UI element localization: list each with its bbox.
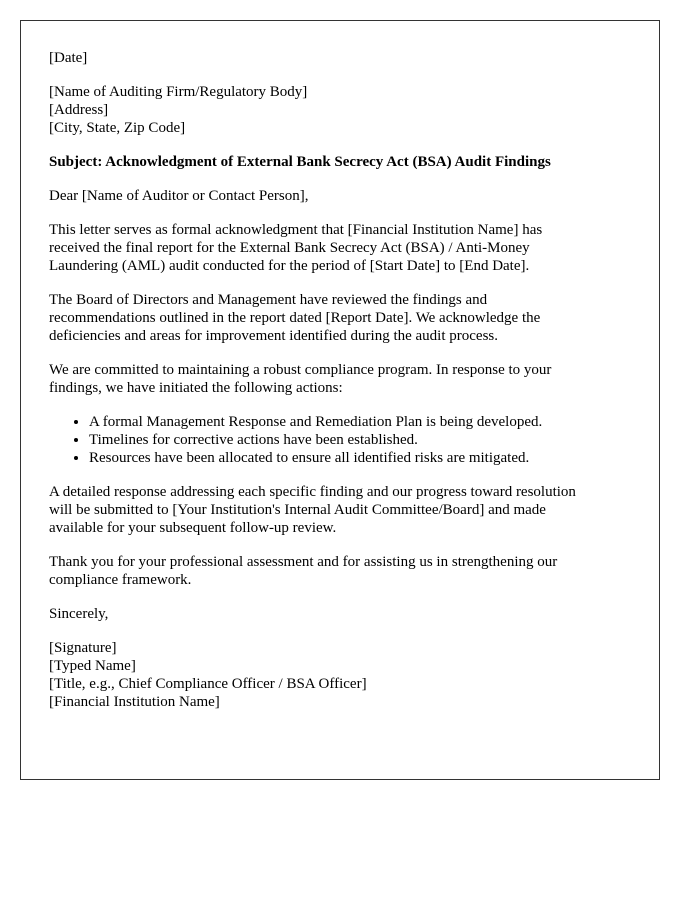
paragraph-line: Thank you for your professional assessment and for assisting us in strengthening our <box>49 554 558 570</box>
recipient-address: [Address] <box>49 102 109 118</box>
salutation-text: Dear [Name of Auditor or Contact Person], <box>49 188 309 204</box>
letter-date <box>49 49 629 67</box>
signature-block <box>49 639 629 711</box>
list-item: • Resources have been allocated to ensure all identified risks are mitigated. <box>89 449 629 467</box>
paragraph-thanks <box>49 553 629 589</box>
paragraph-line: available for your subsequent follow-up review. <box>49 520 337 536</box>
actions-list <box>49 413 629 467</box>
recipient-address-block <box>49 83 629 137</box>
paragraph-response <box>49 483 629 537</box>
recipient-city-state-zip: [City, State, Zip Code] <box>49 120 186 136</box>
date-text: [Date] <box>49 50 88 66</box>
paragraph-commitment <box>49 361 629 397</box>
closing <box>49 605 629 623</box>
paragraph-line: A detailed response addressing each specific finding and our progress toward resolution <box>49 484 576 500</box>
paragraph-line: The Board of Directors and Management have reviewed the findings and <box>49 292 488 308</box>
paragraph-line: received the final report for the External Bank Secrecy Act (BSA) / Anti-Money <box>49 240 530 256</box>
list-item: • A formal Management Response and Remediation Plan is being developed. <box>89 413 629 431</box>
paragraph-line: findings, we have initiated the following actions: <box>49 380 343 396</box>
signature-placeholder: [Signature] <box>49 640 117 656</box>
paragraph-line: Laundering (AML) audit conducted for the period of [Start Date] to [End Date]. <box>49 258 530 274</box>
letter-body <box>49 49 629 727</box>
typed-name: [Typed Name] <box>49 658 136 674</box>
list-item: • Timelines for corrective actions have been established. <box>89 431 629 449</box>
paragraph-line: compliance framework. <box>49 572 192 588</box>
closing-text: Sincerely, <box>49 606 109 622</box>
paragraph-line: will be submitted to [Your Institution's Internal Audit Committee/Board] and made <box>49 502 546 518</box>
letter-page <box>20 20 660 780</box>
signer-title: [Title, e.g., Chief Compliance Officer / BSA Officer] <box>49 676 367 692</box>
salutation <box>49 187 629 205</box>
paragraph-line: deficiencies and areas for improvement identified during the audit process. <box>49 328 499 344</box>
paragraph-acknowledgment <box>49 221 629 275</box>
signer-institution: [Financial Institution Name] <box>49 694 220 710</box>
paragraph-line: This letter serves as formal acknowledgment that [Financial Institution Name] has <box>49 222 543 238</box>
paragraph-line: We are committed to maintaining a robust compliance program. In response to your <box>49 362 552 378</box>
letter-subject <box>49 153 629 171</box>
recipient-name: [Name of Auditing Firm/Regulatory Body] <box>49 84 308 100</box>
subject-text: Subject: Acknowledgment of External Bank Secrecy Act (BSA) Audit Findings <box>49 154 551 170</box>
paragraph-line: recommendations outlined in the report dated [Report Date]. We acknowledge the <box>49 310 541 326</box>
paragraph-review <box>49 291 629 345</box>
